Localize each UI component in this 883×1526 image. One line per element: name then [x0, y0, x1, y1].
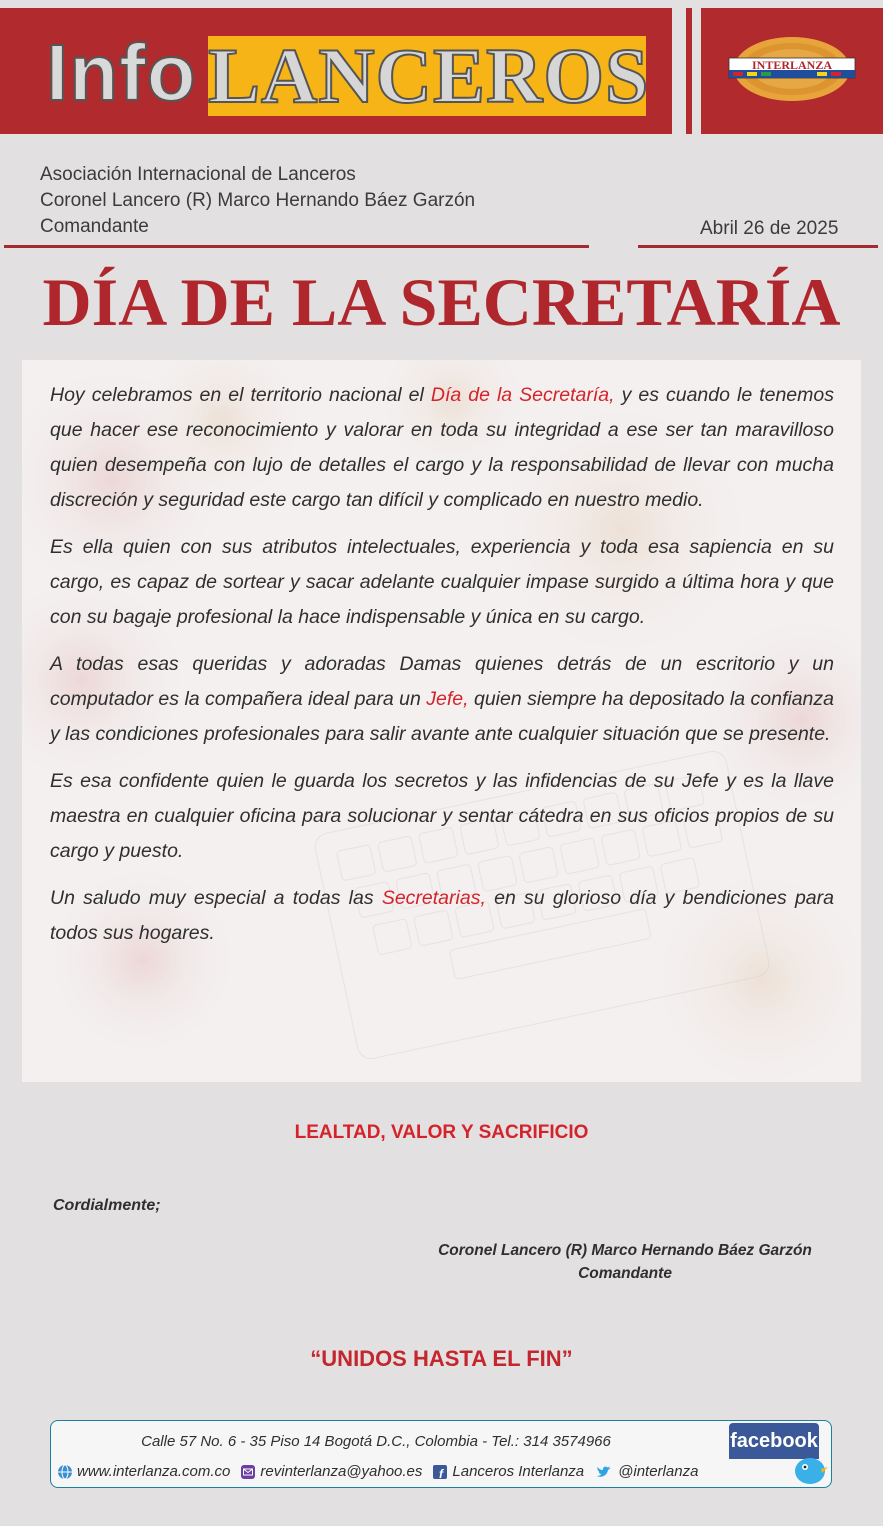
org-commander-name: Coronel Lancero (R) Marco Hernando Báez Garzón: [40, 190, 476, 211]
p1-text-b: y es cuando le tenemos que hacer ese reconocimiento y valorar en toda su integridad a ese ser tan maravilloso quien desempeña con lujo de detalles el cargo y la responsabilidad de llevar con mucha discreción y seguridad este cargo tan difícil y complicado en nuestro medio.: [50, 384, 834, 511]
paragraph-2: Es ella quien con sus atributos intelectuales, experiencia y toda esa sapiencia en su cargo, es capaz de sortear y sacar adelante cualquier impase surgido a última hora y que con su bagaje profesional la hace indispensable y única en su cargo.: [50, 536, 834, 628]
body-text: [50, 378, 834, 963]
org-name: Asociación Internacional de Lanceros: [40, 164, 356, 185]
page-title: DÍA DE LA SECRETARÍA: [42, 264, 841, 340]
footer-links: [57, 1463, 698, 1480]
svg-text:f: f: [439, 1466, 444, 1480]
facebook-badge[interactable]: facebook: [729, 1423, 819, 1459]
header-rule-left: [4, 245, 589, 248]
email-link[interactable]: revinterlanza@yahoo.es: [260, 1463, 423, 1480]
publish-date: Abril 26 de 2025: [700, 218, 839, 239]
p3-text-a: A todas esas queridas y adoradas Damas quienes detrás de un escritorio y un computador es la compañera ideal para un: [50, 653, 834, 710]
paragraph-1: [50, 378, 834, 518]
p5-highlight: Secretarias,: [381, 887, 486, 909]
facebook-link[interactable]: Lanceros Interlanza: [452, 1463, 585, 1480]
motto-lealtad: LEALTAD, VALOR Y SACRIFICIO: [294, 1122, 589, 1143]
p1-highlight: Día de la Secretaría,: [430, 384, 615, 406]
twitter-handle[interactable]: @interlanza: [618, 1463, 699, 1480]
globe-icon: [57, 1464, 73, 1480]
email-icon: [240, 1464, 256, 1480]
p3-highlight: Jefe,: [426, 688, 469, 710]
signature-title: Comandante: [578, 1265, 672, 1282]
paragraph-3: [50, 647, 834, 752]
p5-text-b: en su glorioso día y bendiciones para todos sus hogares.: [50, 887, 834, 944]
p1-text-a: Hoy celebramos en el territorio nacional el: [50, 384, 431, 406]
body-panel: [22, 360, 861, 1082]
p3-text-b: quien siempre ha depositado la confianza y las condiciones profesionales para salir avante ante cualquier situación que se presente.: [50, 688, 834, 745]
interlanza-emblem: [727, 34, 857, 104]
org-commander-title: Comandante: [40, 216, 149, 237]
website-link[interactable]: www.interlanza.com.co: [77, 1463, 231, 1480]
twitter-icon: [594, 1464, 614, 1480]
org-info: [40, 162, 475, 240]
paragraph-4: Es esa confidente quien le guarda los secretos y las infidencias de su Jefe y es la llave maestra en cualquier oficina para solucionar y sentar cátedra en sus oficios propios de su cargo y puesto.: [50, 770, 834, 862]
emblem-label: INTERLANZA: [751, 58, 833, 72]
footer-address: Calle 57 No. 6 - 35 Piso 14 Bogotá D.C., Colombia - Tel.: 314 3574966: [141, 1433, 611, 1450]
facebook-icon: [432, 1464, 448, 1480]
footer-contact: [50, 1420, 832, 1488]
logo-lanceros-text: LANCEROS: [208, 32, 650, 119]
paragraph-5: [50, 881, 834, 951]
signature-name: Coronel Lancero (R) Marco Hernando Báez Garzón: [438, 1242, 812, 1259]
closing-salutation: Cordialmente;: [53, 1197, 161, 1214]
signature-block: [410, 1239, 840, 1285]
bird-icon: [791, 1451, 829, 1487]
header-rule-right: [638, 245, 878, 248]
logo-info-text: Info: [46, 28, 197, 117]
logo-lanceros-box: [208, 32, 650, 119]
header-divider-stripe: [686, 8, 692, 134]
motto-unidos: “UNIDOS HASTA EL FIN”: [310, 1346, 573, 1371]
p5-text-a: Un saludo muy especial a todas las: [50, 887, 382, 909]
